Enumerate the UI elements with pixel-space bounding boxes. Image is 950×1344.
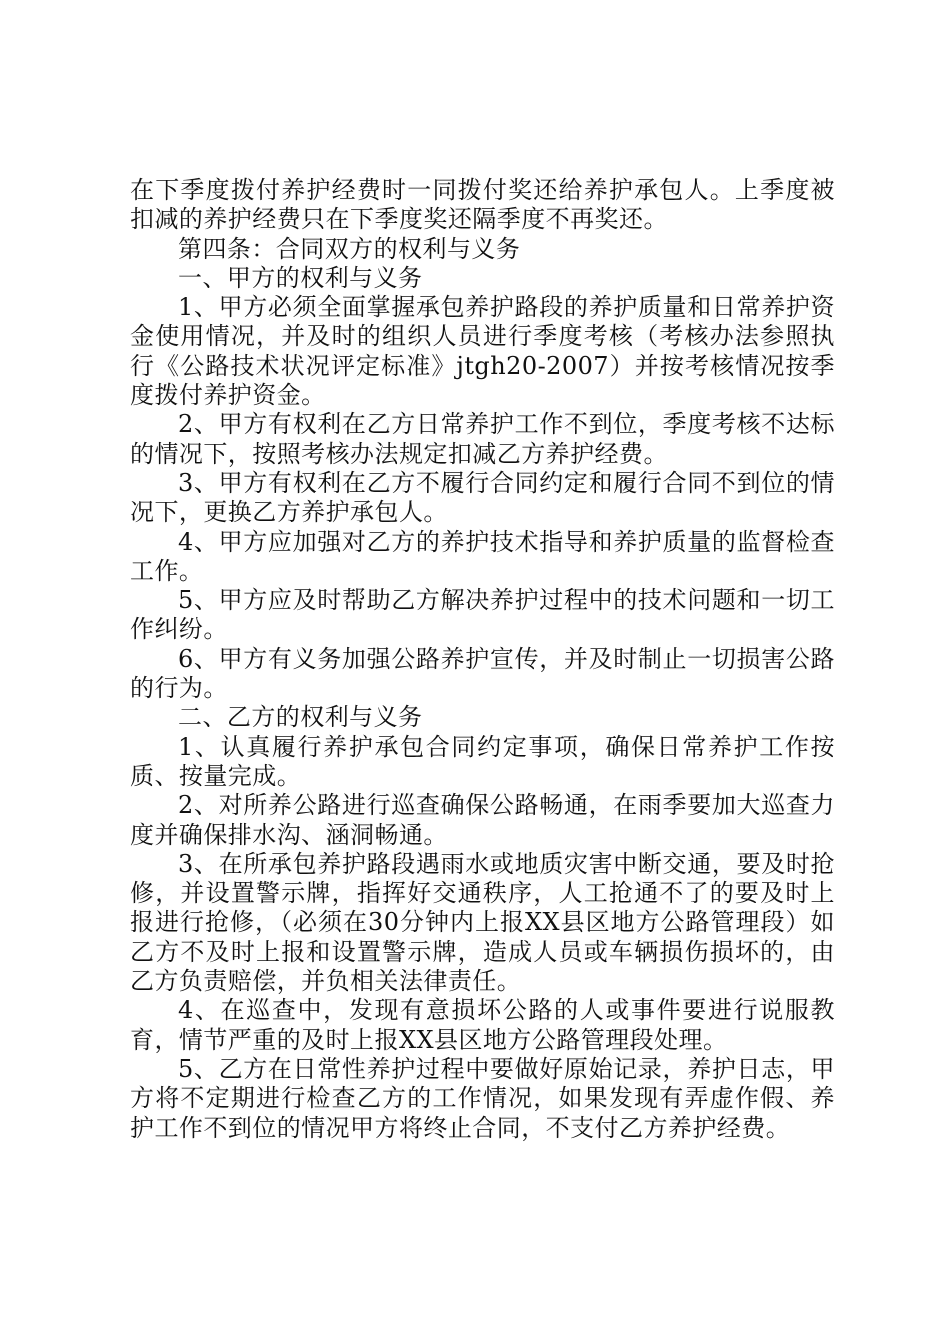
document-body — [130, 176, 835, 1143]
party-a-clause-4: 4、甲方应加强对乙方的养护技术指导和养护质量的监督检查工作。 — [130, 527, 835, 585]
paragraph-continuation: 在下季度拨付养护经费时一同拨付奖还给养护承包人。上季度被扣减的养护经费只在下季度奖还隔季度不再奖还。 — [130, 176, 835, 234]
party-a-section-heading: 一、甲方的权利与义务 — [178, 263, 423, 292]
article-four-heading: 第四条：合同双方的权利与义务 — [178, 234, 521, 263]
party-b-clause-1: 1、认真履行养护承包合同约定事项，确保日常养护工作按质、按量完成。 — [130, 732, 835, 790]
party-a-clause-2: 2、甲方有权利在乙方日常养护工作不到位，季度考核不达标的情况下，按照考核办法规定扣减乙方养护经费。 — [130, 410, 835, 468]
party-a-clause-6: 6、甲方有义务加强公路养护宣传，并及时制止一切损害公路的行为。 — [130, 644, 835, 703]
party-b-clause-3: 3、在所承包养护路段遇雨水或地质灾害中断交通，要及时抢修，并设置警示牌，指挥好交通秩序，人工抢通不了的要及时上报进行抢修，（必须在30分钟内上报XX县区地方公路管理段）如乙方不及时上报和设置警示牌，造成人员或车辆损伤损坏的，由乙方负责赔偿，并负相关法律责任。 — [130, 849, 835, 996]
party-b-clause-2: 2、对所养公路进行巡查确保公路畅通，在雨季要加大巡查力度并确保排水沟、涵洞畅通。 — [130, 791, 835, 849]
party-b-clause-4: 4、在巡查中，发现有意损坏公路的人或事件要进行说服教育，情节严重的及时上报XX县区地方公路管理段处理。 — [130, 996, 835, 1054]
party-a-clause-5: 5、甲方应及时帮助乙方解决养护过程中的技术问题和一切工作纠纷。 — [130, 586, 835, 644]
party-a-clause-1: 1、甲方必须全面掌握承包养护路段的养护质量和日常养护资金使用情况，并及时的组织人员进行季度考核（考核办法参照执行《公路技术状况评定标准》jtgh20-2007）并按考核情况按季度拨付养护资金。 — [130, 293, 835, 410]
party-b-section-heading: 二、乙方的权利与义务 — [178, 703, 423, 732]
party-b-clause-5: 5、乙方在日常性养护过程中要做好原始记录，养护日志，甲方将不定期进行检查乙方的工作情况，如果发现有弄虚作假、养护工作不到位的情况甲方将终止合同，不支付乙方养护经费。 — [130, 1054, 835, 1142]
party-a-clause-3: 3、甲方有权利在乙方不履行合同约定和履行合同不到位的情况下，更换乙方养护承包人。 — [130, 468, 835, 527]
